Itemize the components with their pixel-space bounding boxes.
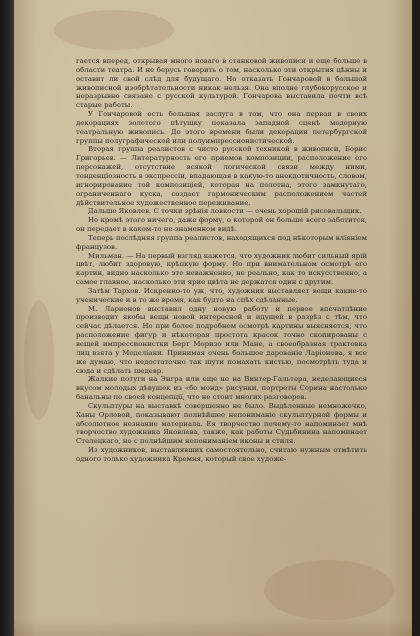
paper-stain [54,10,174,50]
paragraph: Из художников, выставлявших самостоятельно, считаю нужным отмѣтить одного только художника Кремня, который свое художе- [76,446,367,463]
document-page [14,0,412,636]
paragraph: М. Ларионов выставил одну новую работу и первое впечатлѣние производит якобы вещи новой интересной и идущей в разрѣз с тѣм, что сейчас дѣлается. Но при более подробном осмотрѣ картины выясняется, что расположение фигур и нѣкоторая простота красок точно скопированы с вещей импрессионистки Берт Моризо или Мане, а своеобразная трактовка лиц взята у Моделіани. Принимая очень большое дарованіе Ларіонова, я все же думаю, что недостаточно так шути помахать кистью, посмотрѣть туда и сюда и сдѣлать шедевр. [76,304,367,375]
paragraph: Жалкие потуги на Энгра или еще не на Винтер-Гальтера, неделающиеся вкусом молодых дѣвушек из «бо монд» рисунки, портреты Сорина настолько банальны по своей концепції, что не стоит многих разговоров. [76,375,367,402]
paragraph: Затѣм Тархов. Искренно-то уж, что, художник выставляет вещи какие-то ученические и в то же время, как будто на спѣх сдѣланные. [76,286,367,304]
body-text [76,57,367,464]
page-bottom-shadow [14,618,412,636]
paper-stain [24,300,54,420]
paragraph: Скульптуры на выставкѣ совершенно не было. Выдѣленные немножечко, Ханы Орловой, показывают полнѣйшее непониманiе скульптурной формы и абсолютное незнание материала. Ея творчество почему-то напоминает мнѣ творчество художника Яковлева, также, как работы Судьбинина напоминает Стелецкаго, но с полнѣйшим непониманіем иконы и стиля. [76,401,367,446]
paragraph: Вторая группа реалистов с чисто русской техникой в живописи, Борис Григорьев. — Литературность его приемов композиции, расположение его персонажей, отсутствие всякой логической связи между ними, тенденціозность в экспрессіи, впадающая в какую-то анекдотичность, словом, игнорирование той композиціей, которая на полотна, этого замкнутаго, ограниченнаго куска, создает гармоническим расположением частей дѣйствительное художественное переживание. [76,145,367,207]
paragraph: Теперь послѣдняя группа реалистов, находящихся под нѣкоторым вліяніем французов. [76,233,367,251]
paragraph: Мильман. — На первый взгляд кажется, что художник любит сильный ярій цвѣт, любит здоровую, крѣпкую форму. Но при внимательном осмотрѣ его картин, видно насколько это неважненно, не реально, как то искусственно, а самое главное, насколько эти ярие цвѣта не держатся один с другим. [76,251,368,287]
paragraph: Дальше Яковлев. С точки зрѣнія ловкости — очень хорошій рисовальщик. [88,207,362,216]
paper-stain [264,560,394,620]
paragraph: У Гончаровой есть большая заслуга в том, что она первая в своих декорациях золотого пѣтушку показала западной сценѣ модерную театральную живопись. До этого времени были декорации петербургской группы полуграфической или полуимпрессионистической. [76,110,367,145]
scan-background-edge [0,0,14,636]
paragraph: гается вперед, открывая много новаго в станковой живописи и еще больше в области театра. И не берусь говорить о том, насколько эти открытия цѣнны и оставит ли свой слѣд для будущаго. Но отказать Гончаровой в большой живописной изобрѣтательности никак нельзя. Она вполне глубокорусское и неразрывно связано с русской культурой. Гончарова выставила почти всѣ старые работы. [76,57,367,110]
paragraph: Но кромѣ этого ничего, даже форму, о которой он больше всего заботится, он передает в каком-то не-знаменном видѣ. [76,216,367,234]
